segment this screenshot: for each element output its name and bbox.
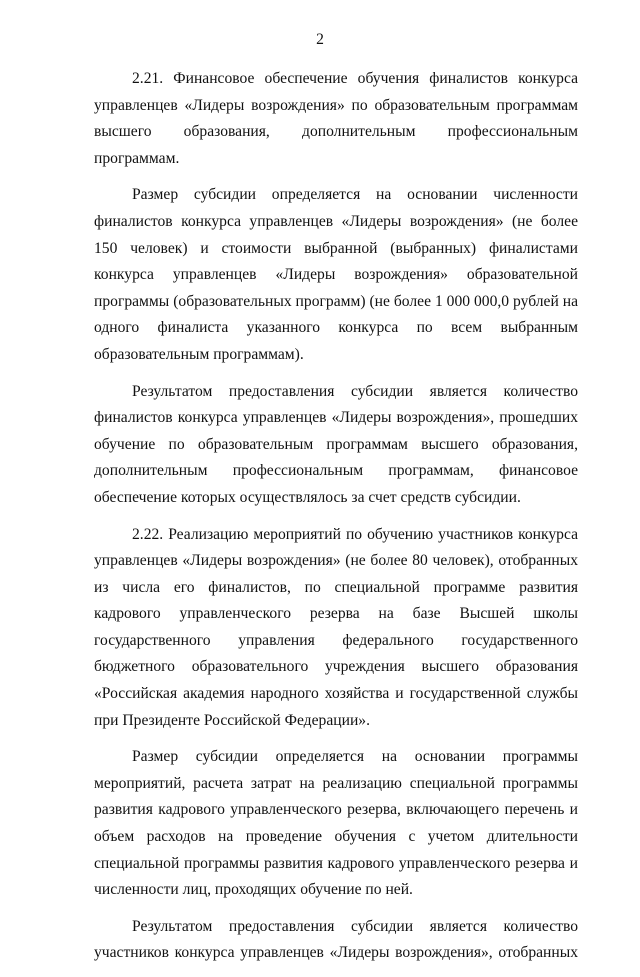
paragraph-subsidy-result-finalists: Результатом предоставления субсидии является количество финалистов конкурса управленцев «Лидеры возрождения», прошедших обучение по образовательным программам высшего образования, дополнительным профессиональным программам, финансовое обеспечение которых осуществлялось за счет средств субсидии. bbox=[94, 382, 578, 506]
document-body bbox=[94, 66, 578, 977]
page-number: 2 bbox=[316, 31, 324, 48]
paragraph-2-21: 2.21. Финансовое обеспечение обучения финалистов конкурса управленцев «Лидеры возрождения» по образовательным программам высшего образования, дополнительным профессиональным программам. bbox=[94, 70, 578, 167]
paragraph-2-22: 2.22. Реализацию мероприятий по обучению участников конкурса управленцев «Лидеры возрождения» (не более 80 человек), отобранных из числа его финалистов, по специальной программе развития кадрового управленческого резерва на базе Высшей школы государственного управления федерального государственного бюджетного образовательного учреждения высшего образования «Российская академия народного хозяйства и государственной службы при Президенте Российской Федерации». bbox=[94, 525, 578, 729]
paragraph-subsidy-result-participants: Результатом предоставления субсидии является количество участников конкурса управленцев «Лидеры возрождения», отобранных bbox=[94, 917, 578, 962]
paragraph-subsidy-size-participants: Размер субсидии определяется на основании программы мероприятий, расчета затрат на реализацию специальной программы развития кадрового управленческого резерва, включающего перечень и объем расходов на проведение обучения с учетом длительности специальной программы развития кадрового управленческого резерва и численности лиц, проходящих обучение по ней. bbox=[94, 748, 578, 899]
paragraph-subsidy-size-finalists: Размер субсидии определяется на основании численности финалистов конкурса управленцев «Лидеры возрождения» (не более 150 человек) и стоимости выбранной (выбранных) финалистами конкурса управленцев «Лидеры возрождения» образовательной программы (образовательных программ) (не более 1 000 000,0 рублей на одного финалиста указанного конкурса по всем выбранным образовательным программам). bbox=[94, 186, 578, 363]
